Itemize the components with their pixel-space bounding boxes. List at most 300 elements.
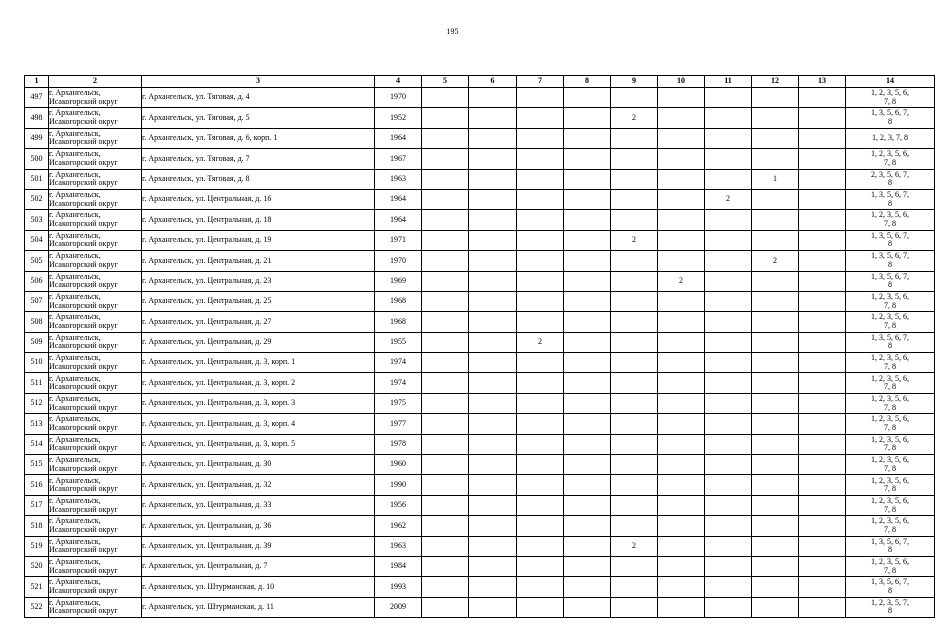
year-cell: 1963 xyxy=(375,536,422,556)
value-cell-col-8 xyxy=(564,434,611,454)
value-cell-col-11 xyxy=(705,577,752,597)
value-cell-col-11 xyxy=(705,230,752,250)
value-cell-col-9 xyxy=(611,332,658,352)
locality-district: Исакогорский округ xyxy=(49,586,118,596)
codes-line-2: 7, 8 xyxy=(884,504,896,514)
codes-cell xyxy=(846,108,935,128)
value-cell-col-8 xyxy=(564,373,611,393)
locality-district: Исакогорский округ xyxy=(49,524,118,534)
value-cell-col-8 xyxy=(564,128,611,148)
column-header-1: 1 xyxy=(25,76,49,88)
codes-line-2: 7, 8 xyxy=(884,422,896,432)
value-cell-col-10 xyxy=(658,556,705,576)
codes-cell xyxy=(846,414,935,434)
row-number-cell: 513 xyxy=(25,414,49,434)
row-number-cell: 517 xyxy=(25,495,49,515)
value-cell-col-11: 2 xyxy=(705,189,752,209)
housing-register-table xyxy=(24,75,935,618)
locality-cell xyxy=(49,251,142,271)
row-number-cell: 522 xyxy=(25,597,49,617)
year-cell: 1964 xyxy=(375,210,422,230)
locality-cell xyxy=(49,169,142,189)
value-cell-col-6 xyxy=(469,291,517,311)
address-cell: г. Архангельск, ул. Штурманская, д. 11 xyxy=(142,597,375,617)
locality-cell xyxy=(49,434,142,454)
codes-cell xyxy=(846,149,935,169)
value-cell-col-9 xyxy=(611,597,658,617)
value-cell-col-10 xyxy=(658,291,705,311)
value-cell-col-10 xyxy=(658,210,705,230)
row-number-cell: 520 xyxy=(25,556,49,576)
address-cell: г. Архангельск, ул. Тяговая, д. 8 xyxy=(142,169,375,189)
value-cell-col-8 xyxy=(564,149,611,169)
codes-line-2: 7, 8 xyxy=(884,157,896,167)
page-number: 195 xyxy=(446,27,459,36)
value-cell-col-10 xyxy=(658,169,705,189)
locality-city: г. Архангельск, xyxy=(49,230,101,240)
value-cell-col-6 xyxy=(469,88,517,108)
value-cell-col-8 xyxy=(564,536,611,556)
value-cell-col-7 xyxy=(517,495,564,515)
codes-cell xyxy=(846,373,935,393)
value-cell-col-8 xyxy=(564,353,611,373)
year-cell: 1955 xyxy=(375,332,422,352)
codes-line-1: 1, 2, 3, 7, 8 xyxy=(872,133,908,143)
codes-cell xyxy=(846,516,935,536)
value-cell-col-8 xyxy=(564,230,611,250)
value-cell-col-5 xyxy=(422,536,469,556)
locality-cell xyxy=(49,149,142,169)
row-number-cell: 505 xyxy=(25,251,49,271)
address-cell: г. Архангельск, ул. Тяговая, д. 5 xyxy=(142,108,375,128)
value-cell-col-5 xyxy=(422,516,469,536)
value-cell-col-13 xyxy=(799,271,846,291)
codes-line-1: 1, 2, 3, 5, 6, xyxy=(871,475,909,485)
locality-district: Исакогорский округ xyxy=(49,504,118,514)
value-cell-col-6 xyxy=(469,577,517,597)
value-cell-col-5 xyxy=(422,455,469,475)
value-cell-col-5 xyxy=(422,210,469,230)
value-cell-col-6 xyxy=(469,414,517,434)
value-cell-col-13 xyxy=(799,169,846,189)
codes-cell xyxy=(846,434,935,454)
table-row xyxy=(25,353,935,373)
year-cell: 1968 xyxy=(375,291,422,311)
value-cell-col-11 xyxy=(705,312,752,332)
address-cell: г. Архангельск, ул. Центральная, д. 27 xyxy=(142,312,375,332)
codes-cell xyxy=(846,455,935,475)
value-cell-col-5 xyxy=(422,434,469,454)
locality-district: Исакогорский округ xyxy=(49,137,118,147)
address-cell: г. Архангельск, ул. Центральная, д. 19 xyxy=(142,230,375,250)
value-cell-col-9 xyxy=(611,149,658,169)
value-cell-col-11 xyxy=(705,475,752,495)
value-cell-col-11 xyxy=(705,495,752,515)
locality-district: Исакогорский округ xyxy=(49,443,118,453)
value-cell-col-10 xyxy=(658,108,705,128)
codes-line-2: 7, 8 xyxy=(884,524,896,534)
address-cell: г. Архангельск, ул. Центральная, д. 32 xyxy=(142,475,375,495)
value-cell-col-7 xyxy=(517,149,564,169)
value-cell-col-9 xyxy=(611,271,658,291)
value-cell-col-13 xyxy=(799,312,846,332)
value-cell-col-8 xyxy=(564,332,611,352)
value-cell-col-8 xyxy=(564,108,611,128)
value-cell-col-7 xyxy=(517,577,564,597)
value-cell-col-5 xyxy=(422,475,469,495)
value-cell-col-10: 2 xyxy=(658,271,705,291)
value-cell-col-7 xyxy=(517,169,564,189)
year-cell: 1956 xyxy=(375,495,422,515)
locality-cell xyxy=(49,373,142,393)
codes-cell xyxy=(846,291,935,311)
value-cell-col-9 xyxy=(611,495,658,515)
address-cell: г. Архангельск, ул. Центральная, д. 21 xyxy=(142,251,375,271)
address-cell: г. Архангельск, ул. Тяговая, д. 7 xyxy=(142,149,375,169)
codes-cell xyxy=(846,312,935,332)
value-cell-col-11 xyxy=(705,414,752,434)
value-cell-col-6 xyxy=(469,475,517,495)
codes-line-1: 1, 3, 5, 6, 7, xyxy=(871,577,909,587)
value-cell-col-8 xyxy=(564,291,611,311)
value-cell-col-13 xyxy=(799,128,846,148)
table-row xyxy=(25,291,935,311)
value-cell-col-5 xyxy=(422,271,469,291)
value-cell-col-12: 2 xyxy=(752,251,799,271)
table-row xyxy=(25,251,935,271)
value-cell-col-13 xyxy=(799,332,846,352)
value-cell-col-9 xyxy=(611,291,658,311)
value-cell-col-9 xyxy=(611,414,658,434)
value-cell-col-13 xyxy=(799,251,846,271)
row-number-cell: 506 xyxy=(25,271,49,291)
locality-city: г. Архангельск, xyxy=(49,557,101,567)
codes-line-2: 8 xyxy=(888,198,892,208)
codes-cell xyxy=(846,353,935,373)
value-cell-col-11 xyxy=(705,353,752,373)
value-cell-col-12 xyxy=(752,332,799,352)
locality-cell xyxy=(49,271,142,291)
year-cell: 1962 xyxy=(375,516,422,536)
value-cell-col-12 xyxy=(752,516,799,536)
value-cell-col-11 xyxy=(705,108,752,128)
year-cell: 2009 xyxy=(375,597,422,617)
value-cell-col-12 xyxy=(752,291,799,311)
value-cell-col-6 xyxy=(469,189,517,209)
address-cell: г. Архангельск, ул. Центральная, д. 36 xyxy=(142,516,375,536)
locality-cell xyxy=(49,556,142,576)
locality-cell xyxy=(49,108,142,128)
address-cell: г. Архангельск, ул. Центральная, д. 3, корп. 2 xyxy=(142,373,375,393)
year-cell: 1964 xyxy=(375,128,422,148)
locality-cell xyxy=(49,455,142,475)
codes-line-2: 8 xyxy=(888,117,892,127)
value-cell-col-12 xyxy=(752,373,799,393)
codes-line-1: 1, 3, 5, 6, 7, xyxy=(871,190,909,200)
value-cell-col-6 xyxy=(469,332,517,352)
value-cell-col-5 xyxy=(422,169,469,189)
value-cell-col-12 xyxy=(752,312,799,332)
address-cell: г. Архангельск, ул. Тяговая, д. 6, корп. 1 xyxy=(142,128,375,148)
codes-cell xyxy=(846,189,935,209)
locality-cell xyxy=(49,536,142,556)
codes-line-2: 8 xyxy=(888,239,892,249)
codes-line-2: 8 xyxy=(888,586,892,596)
value-cell-col-11 xyxy=(705,149,752,169)
value-cell-col-7 xyxy=(517,414,564,434)
codes-line-1: 1, 3, 5, 6, 7, xyxy=(871,230,909,240)
value-cell-col-11 xyxy=(705,169,752,189)
year-cell: 1990 xyxy=(375,475,422,495)
codes-line-2: 8 xyxy=(888,259,892,269)
codes-line-1: 1, 3, 5, 6, 7, xyxy=(871,271,909,281)
value-cell-col-6 xyxy=(469,455,517,475)
address-cell: г. Архангельск, ул. Центральная, д. 25 xyxy=(142,291,375,311)
codes-line-2: 7, 8 xyxy=(884,443,896,453)
address-cell: г. Архангельск, ул. Центральная, д. 30 xyxy=(142,455,375,475)
table-row xyxy=(25,149,935,169)
value-cell-col-9 xyxy=(611,577,658,597)
value-cell-col-12 xyxy=(752,455,799,475)
codes-line-2: 7, 8 xyxy=(884,463,896,473)
year-cell: 1970 xyxy=(375,88,422,108)
table-row xyxy=(25,332,935,352)
row-number-cell: 518 xyxy=(25,516,49,536)
locality-district: Исакогорский округ xyxy=(49,300,118,310)
value-cell-col-9: 2 xyxy=(611,230,658,250)
value-cell-col-13 xyxy=(799,475,846,495)
codes-line-1: 1, 2, 3, 5, 6, xyxy=(871,210,909,220)
locality-district: Исакогорский округ xyxy=(49,157,118,167)
table-row xyxy=(25,495,935,515)
value-cell-col-12 xyxy=(752,475,799,495)
codes-line-2: 7, 8 xyxy=(884,382,896,392)
table-body xyxy=(25,88,935,618)
value-cell-col-10 xyxy=(658,577,705,597)
value-cell-col-10 xyxy=(658,516,705,536)
value-cell-col-12: 1 xyxy=(752,169,799,189)
locality-cell xyxy=(49,189,142,209)
codes-line-2: 7, 8 xyxy=(884,402,896,412)
locality-cell xyxy=(49,332,142,352)
value-cell-col-9 xyxy=(611,312,658,332)
locality-city: г. Архангельск, xyxy=(49,190,101,200)
value-cell-col-12 xyxy=(752,108,799,128)
address-cell: г. Архангельск, ул. Центральная, д. 29 xyxy=(142,332,375,352)
table-row xyxy=(25,536,935,556)
row-number-cell: 514 xyxy=(25,434,49,454)
codes-line-1: 1, 3, 5, 6, 7, xyxy=(871,251,909,261)
value-cell-col-5 xyxy=(422,495,469,515)
year-cell: 1969 xyxy=(375,271,422,291)
value-cell-col-5 xyxy=(422,597,469,617)
locality-city: г. Архангельск, xyxy=(49,312,101,322)
locality-city: г. Архангельск, xyxy=(49,332,101,342)
locality-district: Исакогорский округ xyxy=(49,606,118,616)
row-number-cell: 502 xyxy=(25,189,49,209)
codes-line-2: 8 xyxy=(888,280,892,290)
value-cell-col-6 xyxy=(469,373,517,393)
value-cell-col-9 xyxy=(611,88,658,108)
row-number-cell: 508 xyxy=(25,312,49,332)
value-cell-col-7 xyxy=(517,353,564,373)
year-cell: 1952 xyxy=(375,108,422,128)
address-cell: г. Архангельск, ул. Центральная, д. 23 xyxy=(142,271,375,291)
value-cell-col-13 xyxy=(799,414,846,434)
row-number-cell: 497 xyxy=(25,88,49,108)
value-cell-col-6 xyxy=(469,108,517,128)
locality-city: г. Архангельск, xyxy=(49,169,101,179)
value-cell-col-8 xyxy=(564,475,611,495)
value-cell-col-9 xyxy=(611,353,658,373)
table-row xyxy=(25,312,935,332)
value-cell-col-13 xyxy=(799,230,846,250)
value-cell-col-12 xyxy=(752,88,799,108)
value-cell-col-12 xyxy=(752,393,799,413)
codes-cell xyxy=(846,495,935,515)
value-cell-col-7 xyxy=(517,475,564,495)
value-cell-col-13 xyxy=(799,495,846,515)
codes-line-1: 1, 2, 3, 5, 6, xyxy=(871,414,909,424)
value-cell-col-6 xyxy=(469,536,517,556)
table-row xyxy=(25,414,935,434)
value-cell-col-8 xyxy=(564,169,611,189)
value-cell-col-8 xyxy=(564,495,611,515)
value-cell-col-11 xyxy=(705,556,752,576)
locality-district: Исакогорский округ xyxy=(49,96,118,106)
locality-cell xyxy=(49,353,142,373)
column-header-13: 13 xyxy=(799,76,846,88)
row-number-cell: 511 xyxy=(25,373,49,393)
address-cell: г. Архангельск, ул. Центральная, д. 3, корп. 5 xyxy=(142,434,375,454)
locality-city: г. Архангельск, xyxy=(49,434,101,444)
value-cell-col-12 xyxy=(752,271,799,291)
row-number-cell: 515 xyxy=(25,455,49,475)
locality-city: г. Архангельск, xyxy=(49,353,101,363)
year-cell: 1975 xyxy=(375,393,422,413)
locality-district: Исакогорский округ xyxy=(49,402,118,412)
value-cell-col-13 xyxy=(799,556,846,576)
value-cell-col-6 xyxy=(469,434,517,454)
table-row xyxy=(25,556,935,576)
year-cell: 1970 xyxy=(375,251,422,271)
value-cell-col-5 xyxy=(422,291,469,311)
locality-district: Исакогорский округ xyxy=(49,259,118,269)
codes-line-1: 1, 2, 3, 5, 6, xyxy=(871,292,909,301)
row-number-cell: 501 xyxy=(25,169,49,189)
codes-line-1: 1, 2, 3, 5, 6, xyxy=(871,88,909,98)
locality-city: г. Архангельск, xyxy=(49,88,101,98)
row-number-cell: 498 xyxy=(25,108,49,128)
year-cell: 1993 xyxy=(375,577,422,597)
locality-city: г. Архангельск, xyxy=(49,373,101,383)
value-cell-col-10 xyxy=(658,393,705,413)
value-cell-col-5 xyxy=(422,393,469,413)
value-cell-col-7 xyxy=(517,393,564,413)
column-header-3: 3 xyxy=(142,76,375,88)
table-row xyxy=(25,230,935,250)
value-cell-col-13 xyxy=(799,291,846,311)
row-number-cell: 503 xyxy=(25,210,49,230)
column-header-14: 14 xyxy=(846,76,935,88)
value-cell-col-6 xyxy=(469,312,517,332)
value-cell-col-11 xyxy=(705,516,752,536)
value-cell-col-7 xyxy=(517,455,564,475)
locality-city: г. Архангельск, xyxy=(49,108,101,118)
value-cell-col-7 xyxy=(517,434,564,454)
column-header-12: 12 xyxy=(752,76,799,88)
value-cell-col-11 xyxy=(705,210,752,230)
codes-line-2: 7, 8 xyxy=(884,565,896,575)
codes-line-1: 1, 2, 3, 5, 6, xyxy=(871,557,909,567)
locality-cell xyxy=(49,577,142,597)
address-cell: г. Архангельск, ул. Штурманская, д. 10 xyxy=(142,577,375,597)
value-cell-col-6 xyxy=(469,149,517,169)
value-cell-col-10 xyxy=(658,373,705,393)
value-cell-col-13 xyxy=(799,108,846,128)
year-cell: 1978 xyxy=(375,434,422,454)
value-cell-col-7 xyxy=(517,291,564,311)
value-cell-col-10 xyxy=(658,88,705,108)
address-cell: г. Архангельск, ул. Центральная, д. 16 xyxy=(142,189,375,209)
value-cell-col-13 xyxy=(799,455,846,475)
table-row xyxy=(25,169,935,189)
codes-cell xyxy=(846,169,935,189)
value-cell-col-5 xyxy=(422,251,469,271)
table-row xyxy=(25,189,935,209)
value-cell-col-10 xyxy=(658,475,705,495)
codes-line-1: 1, 3, 5, 6, 7, xyxy=(871,108,909,118)
column-header-10: 10 xyxy=(658,76,705,88)
codes-line-1: 1, 2, 3, 5, 6, xyxy=(871,373,909,383)
locality-cell xyxy=(49,88,142,108)
locality-district: Исакогорский округ xyxy=(49,484,118,494)
value-cell-col-10 xyxy=(658,189,705,209)
value-cell-col-11 xyxy=(705,597,752,617)
codes-cell xyxy=(846,251,935,271)
locality-cell xyxy=(49,516,142,536)
codes-cell xyxy=(846,393,935,413)
year-cell: 1963 xyxy=(375,169,422,189)
row-number-cell: 521 xyxy=(25,577,49,597)
value-cell-col-9 xyxy=(611,169,658,189)
value-cell-col-5 xyxy=(422,108,469,128)
locality-district: Исакогорский округ xyxy=(49,178,118,188)
value-cell-col-11 xyxy=(705,251,752,271)
value-cell-col-13 xyxy=(799,210,846,230)
value-cell-col-10 xyxy=(658,128,705,148)
value-cell-col-10 xyxy=(658,434,705,454)
value-cell-col-13 xyxy=(799,536,846,556)
value-cell-col-9 xyxy=(611,393,658,413)
row-number-cell: 504 xyxy=(25,230,49,250)
locality-district: Исакогорский округ xyxy=(49,463,118,473)
table-row xyxy=(25,516,935,536)
value-cell-col-13 xyxy=(799,373,846,393)
locality-cell xyxy=(49,291,142,311)
year-cell: 1974 xyxy=(375,353,422,373)
table-row xyxy=(25,455,935,475)
value-cell-col-6 xyxy=(469,597,517,617)
value-cell-col-6 xyxy=(469,128,517,148)
value-cell-col-8 xyxy=(564,393,611,413)
codes-line-1: 1, 2, 3, 5, 7, xyxy=(871,597,909,607)
value-cell-col-7 xyxy=(517,230,564,250)
codes-line-2: 7, 8 xyxy=(884,300,896,310)
codes-line-1: 1, 3, 5, 6, 7, xyxy=(871,332,909,342)
locality-city: г. Архангельск, xyxy=(49,251,101,261)
codes-line-1: 1, 2, 3, 5, 6, xyxy=(871,516,909,526)
